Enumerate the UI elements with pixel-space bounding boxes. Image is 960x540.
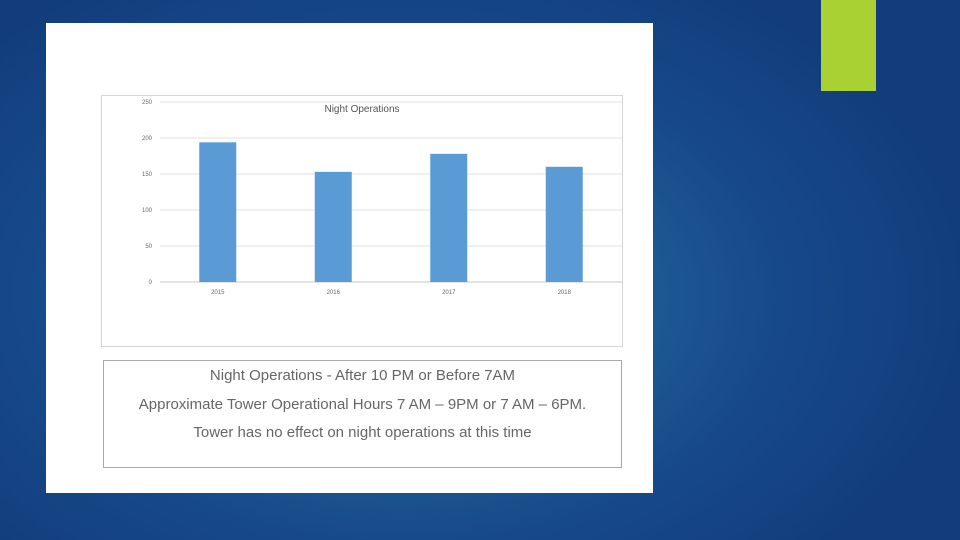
note-line-tower-effect: Tower has no effect on night operations at this time xyxy=(193,424,532,441)
bar-2018 xyxy=(546,167,583,282)
chart-canvas xyxy=(102,96,622,346)
x-tick-label: 2018 xyxy=(557,290,571,296)
slide-content-panel xyxy=(46,23,653,493)
y-tick-label: 250 xyxy=(141,100,152,106)
x-tick-label: 2016 xyxy=(326,290,340,296)
note-line-hours-definition: Night Operations - After 10 PM or Before 7AM xyxy=(209,367,516,384)
bar-2015 xyxy=(199,142,236,282)
night-operations-note-box xyxy=(103,360,622,468)
accent-bar xyxy=(821,0,876,91)
bar-2017 xyxy=(430,154,467,282)
night-operations-chart xyxy=(101,95,623,347)
y-tick-label: 50 xyxy=(145,244,152,250)
y-tick-label: 200 xyxy=(141,136,152,142)
note-line-tower-hours: Approximate Tower Operational Hours 7 AM – 9PM or 7 AM – 6PM. xyxy=(138,396,587,413)
chart-title: Night Operations xyxy=(324,104,400,115)
y-tick-label: 150 xyxy=(141,172,152,178)
y-tick-label: 0 xyxy=(148,280,152,286)
y-tick-label: 100 xyxy=(141,208,152,214)
bar-2016 xyxy=(315,172,352,282)
x-tick-label: 2015 xyxy=(211,290,225,296)
x-tick-label: 2017 xyxy=(442,290,456,296)
